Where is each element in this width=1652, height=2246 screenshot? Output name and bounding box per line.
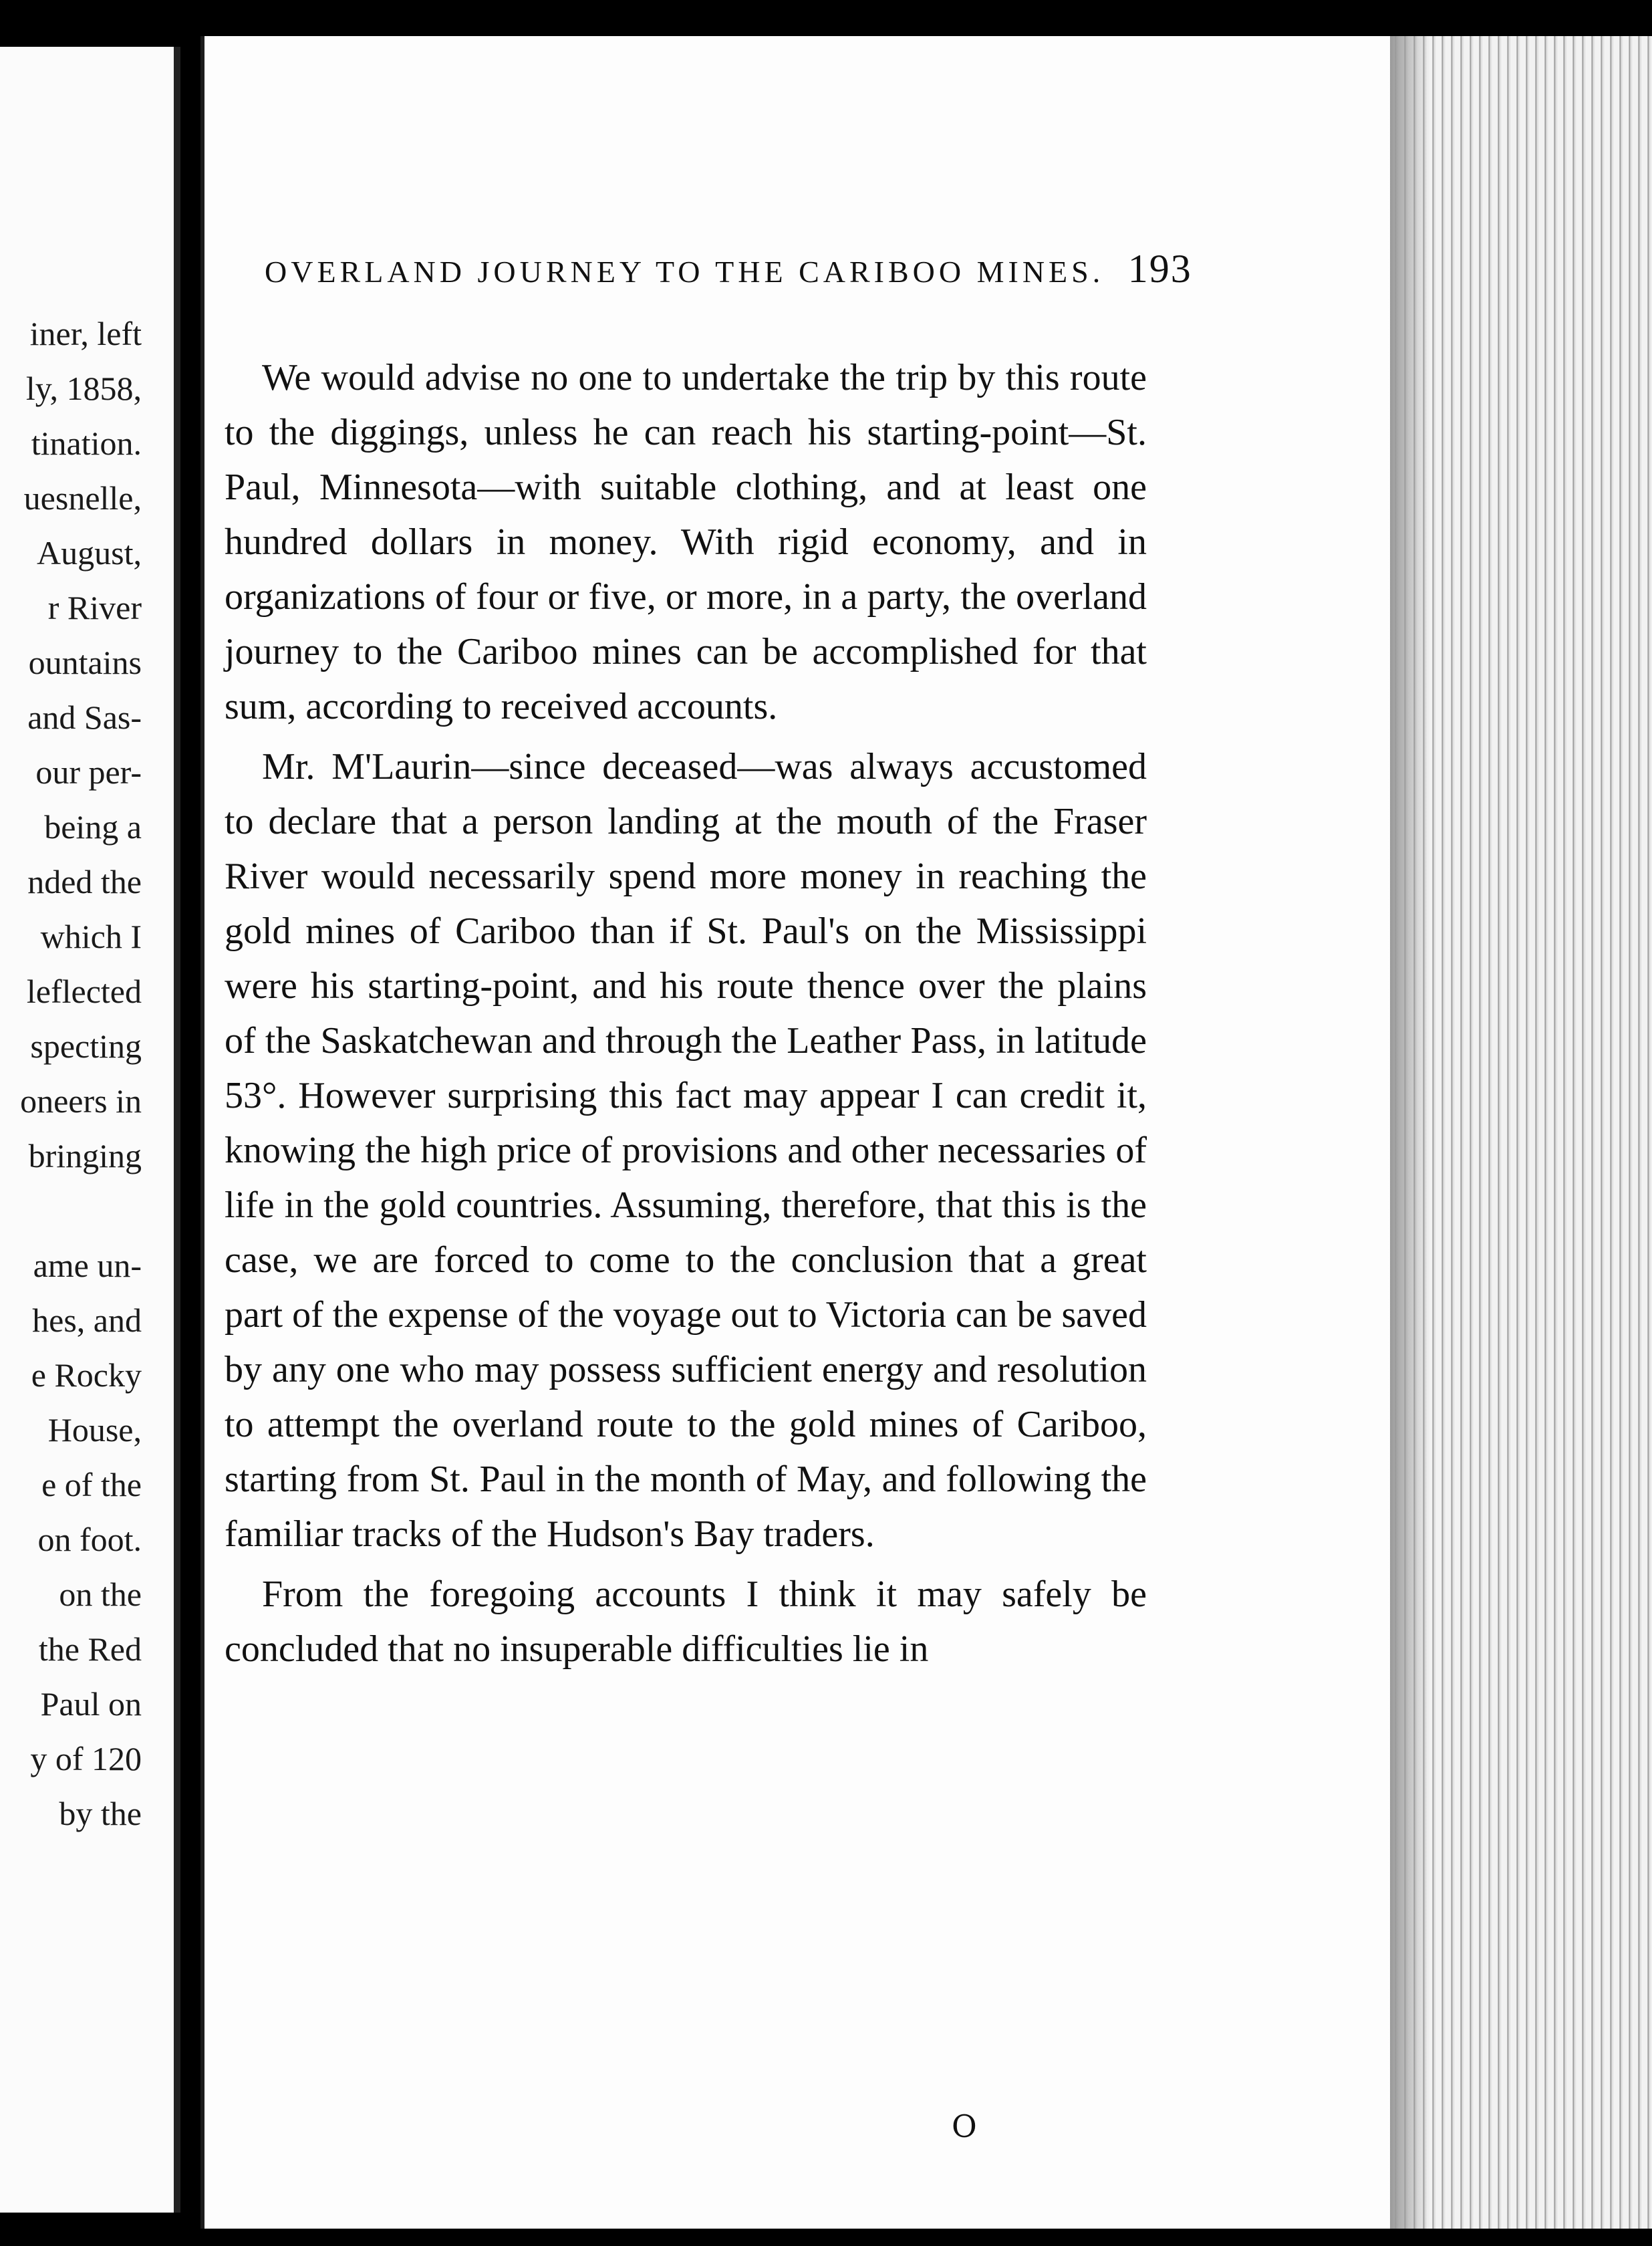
left-page-line: August, xyxy=(37,534,142,572)
fore-edge-shadow xyxy=(1390,36,1430,2229)
left-page-line: our per- xyxy=(35,753,142,791)
left-page-line: hes, and xyxy=(32,1301,142,1339)
book-page xyxy=(200,36,1394,2229)
running-head-title: OVERLAND JOURNEY TO THE CARIBOO MINES. xyxy=(265,255,1105,289)
left-page-line: y of 120 xyxy=(30,1740,142,1777)
left-page-line: on foot. xyxy=(37,1521,142,1558)
left-facing-page xyxy=(0,47,180,2213)
body-text xyxy=(225,350,1147,1676)
left-page-line: iner, left xyxy=(29,315,142,352)
left-page-line: leflected xyxy=(26,973,142,1010)
left-page-line: ountains xyxy=(28,644,142,681)
left-page-line: e of the xyxy=(41,1466,142,1503)
left-page-line: oneers in xyxy=(20,1082,142,1120)
left-page-text xyxy=(0,306,142,1841)
left-page-line: bringing xyxy=(28,1137,142,1174)
signature-mark: O xyxy=(952,2108,977,2144)
paragraph: Mr. M'Laurin—since deceased—was always accustomed to declare that a person landing at the mouth of the Fraser River would necessarily spend more money in reaching the gold mines of Cariboo than if St. Paul's on the Mississippi were his starting-point, and his route thence over the plains of the Saskatchewan and through the Leather Pass, in latitude 53°. However surprising this fact may appear I can credit it, knowing the high price of provisions and other necessaries of life in the gold countries. Assuming, therefore, that this is the case, we are forced to come to the conclusion that a great part of the expense of the voyage out to Victoria can be saved by any one who may possess sufficient energy and resolution to attempt the overland route to the gold mines of Cariboo, starting from St. Paul in the month of May, and following the familiar tracks of the Hudson's Bay traders. xyxy=(225,746,1147,1555)
left-page-line: specting xyxy=(30,1027,142,1065)
left-page-line: Paul on xyxy=(40,1685,142,1723)
left-page-line xyxy=(0,1183,142,1238)
left-page-line: the Red xyxy=(38,1630,142,1668)
left-page-line: ly, 1858, xyxy=(25,370,142,407)
left-page-line: ame un- xyxy=(33,1247,142,1284)
left-page-line: r River xyxy=(47,589,142,626)
left-page-line: and Sas- xyxy=(27,699,142,736)
left-page-line: uesnelle, xyxy=(23,479,142,517)
left-page-line: on the xyxy=(59,1576,142,1613)
page-number: 193 xyxy=(1127,247,1192,291)
left-page-line: e Rocky xyxy=(31,1356,142,1394)
left-page-line: tination. xyxy=(31,424,142,462)
running-head xyxy=(265,246,1334,292)
paragraph: From the foregoing accounts I think it may safely be concluded that no insuperable difficulties lie in xyxy=(225,1574,1147,1670)
left-page-line: by the xyxy=(59,1795,142,1832)
left-page-line: nded the xyxy=(27,863,142,900)
left-page-line: House, xyxy=(47,1411,142,1449)
left-page-line: which I xyxy=(40,918,142,955)
left-page-line: being a xyxy=(44,808,142,846)
paragraph: We would advise no one to undertake the trip by this route to the diggings, unless he can reach his starting-point—St. Paul, Minnesota—with suitable clothing, and at least one hundred dollars in money. With rigid economy, and in organizations of four or five, or more, in a party, the overland journey to the Cariboo mines can be accomplished for that sum, according to received accounts. xyxy=(225,357,1147,727)
